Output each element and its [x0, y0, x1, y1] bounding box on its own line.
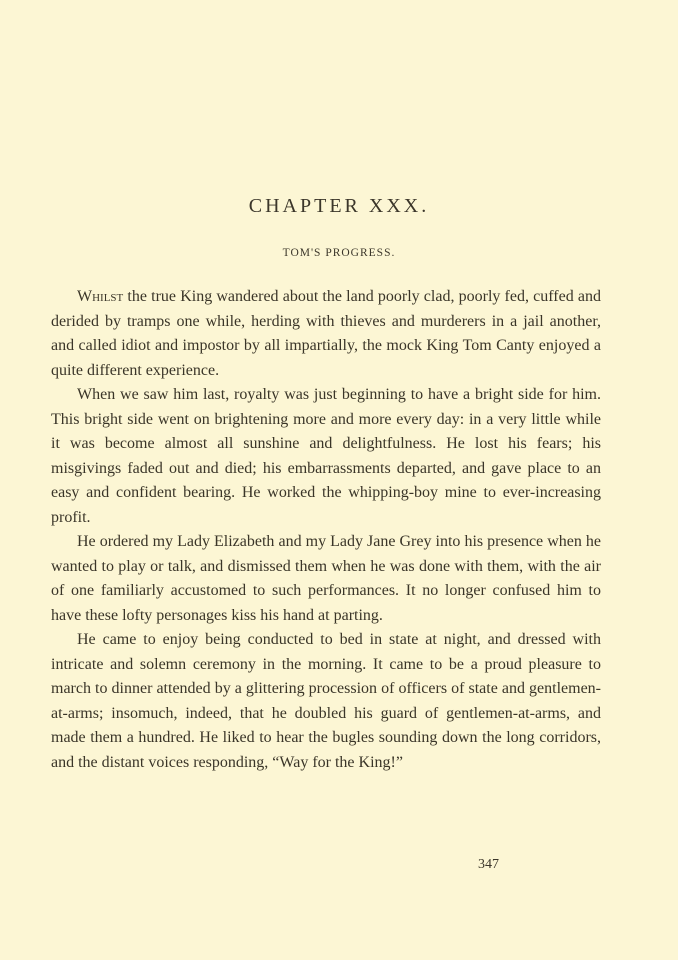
paragraph-4: He came to enjoy being conducted to bed in state at night, and dressed with intricate and solemn ceremony in the morning. It came to be a proud pleasure to march to dinner attended by a glittering procession of officers of state and gentlemen-at-arms; insomuch, indeed, that he doubled his guard of gentlemen-at-arms, and made them a hundred. He liked to hear the bugles sounding down the long corridors, and the distant voices responding, “Way for the King!” [51, 631, 601, 771]
chapter-title: CHAPTER XXX. [248, 195, 430, 217]
paragraph-3: He ordered my Lady Elizabeth and my Lady Jane Grey into his presence when he wanted to play or talk, and dismissed them when he was done with them, with the air of one familiarly accustomed to such performances. It no longer confused him to have these lofty personages kiss his hand at parting. [51, 533, 601, 624]
paragraph-2: When we saw him last, royalty was just beginning to have a bright side for him. This bright side went on brightening more and more every day: in a very little while it was become almost all sunshine and delightfulness. He lost his fears; his misgivings faded out and died; his embarrassments departed, and gave place to an easy and confident bearing. He worked the whipping-boy mine to ever-increasing profit. [51, 386, 601, 526]
paragraph-1 [51, 285, 601, 383]
paragraph-lead-word: Whilst [77, 288, 124, 305]
page-number: 347 [478, 857, 499, 872]
chapter-subtitle: TOM'S PROGRESS. [282, 247, 396, 259]
paragraph-text: the true King wandered about the land poorly clad, poorly fed, cuffed and derided by tramps one while, herding with thieves and murderers in a jail another, and called idiot and impostor by all impartially, the mock King Tom Canty enjoyed a quite different experience. [51, 288, 601, 379]
chapter-body [51, 285, 601, 775]
